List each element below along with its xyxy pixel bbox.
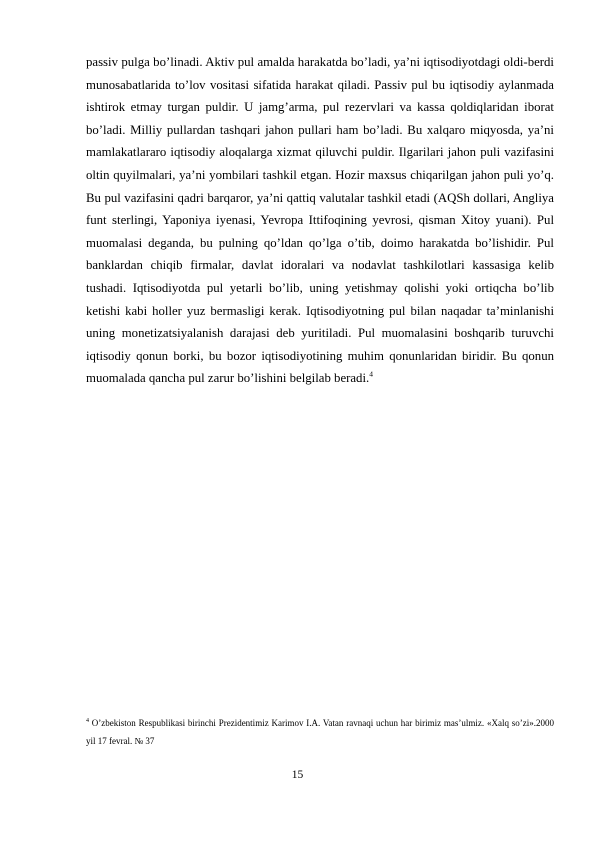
footnote-mark: 4	[86, 718, 89, 724]
body-paragraph-text: passiv pulga bo’linadi. Aktiv pul amalda harakatda bo’ladi, ya’ni iqtisodiyotdagi oldi-berdi munosabatlarida to’lov vositasi sifatida harakat qiladi. Passiv pul bu iqtisodiy aylanmada ishtirok etmay turgan puldir. U jamg’arma, pul rezervlari va kassa qoldiqlaridan iborat bo’ladi. Milliy pullardan tashqari jahon pullari ham bo’ladi. Bu xalqaro miqyosda, ya’ni mamlakatlararo iqtisodiy aloqalarga xizmat qiluvchi puldir. Ilgarilari jahon puli vazifasini oltin quyilmalari, ya’ni yombilari tashkil etgan. Hozir maxsus chiqarilgan jahon puli yo’q. Bu pul vazifasini qadri barqaror, ya’ni qattiq valutalar tashkil etadi (AQSh dollari, Angliya funt sterlingi, Yaponiya iyenasi, Yevropa Ittifoqining yevrosi, qisman Xitoy yuani). Pul muomalasi deganda, bu pulning qo’ldan qo’lga o’tib, doimo harakatda bo’lishidir. Pul banklardan chiqib firmalar, davlat idoralari va nodavlat tashkilotlari kassasiga kelib tushadi. Iqtisodiyotda pul yetarli bo’lib, uning yetishmay qolishi yoki ortiqcha bo’lib ketishi kabi holler yuz bermasligi kerak. Iqtisodiyotning pul bilan naqadar ta’minlanishi uning monetizatsiyalanish darajasi deb yuritiladi. Pul muomalasini boshqarib turuvchi iqtisodiy qonun borki, bu bozor iqtisodiyotining muhim qonunlaridan biridir. Bu qonun muomalada qancha pul zarur bo’lishini belgilab beradi.	[86, 55, 554, 386]
footnote	[86, 714, 554, 750]
footnote-reference[interactable]: 4	[369, 370, 373, 380]
body-paragraph	[86, 51, 554, 390]
page-number: 15	[291, 769, 304, 781]
footnote-text: O’zbekiston Respublikasi birinchi Prezidentimiz Karimov I.A. Vatan ravnaqi uchun har birimiz mas’ulmiz. «Xalq so’zi».2000 yil 17 fevral. № 37	[86, 718, 554, 746]
